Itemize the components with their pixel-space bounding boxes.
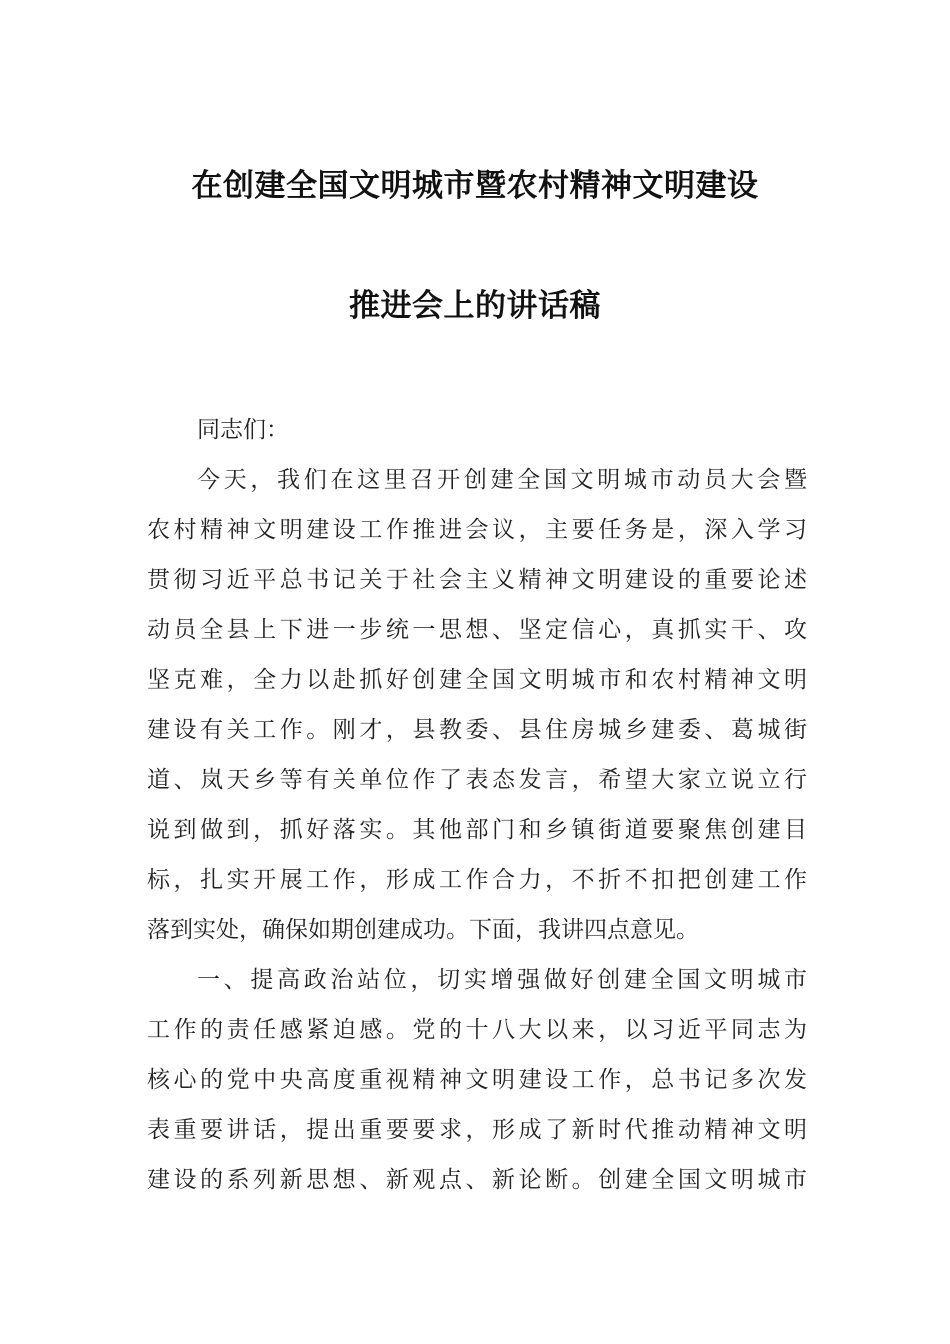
body-line: 落到实处，确保如期创建成功。下面，我讲四点意见。 — [147, 917, 699, 943]
body-line: 动员全县上下进一步统一思想、坚定信心，真抓实干、攻 — [147, 617, 807, 643]
body-line: 道、岚天乡等有关单位作了表态发言，希望大家立说立行 — [147, 767, 807, 793]
body-line: 一、提高政治站位，切实增强做好创建全国文明城市 — [197, 967, 807, 993]
body-line: 核心的党中央高度重视精神文明建设工作，总书记多次发 — [147, 1067, 807, 1093]
body-line: 标，扎实开展工作，形成工作合力，不折不扣把创建工作 — [147, 867, 807, 893]
document-title-line-2: 推进会上的讲话稿 — [349, 288, 601, 324]
body-line: 工作的责任感紧迫感。党的十八大以来，以习近平同志为 — [147, 1017, 807, 1043]
body-line: 建设有关工作。刚才，县教委、县住房城乡建委、葛城街 — [147, 717, 807, 743]
body-line: 贯彻习近平总书记关于社会主义精神文明建设的重要论述 — [147, 567, 807, 593]
body-line: 今天，我们在这里召开创建全国文明城市动员大会暨 — [197, 467, 807, 493]
body-line: 表重要讲话，提出重要要求，形成了新时代推动精神文明 — [147, 1117, 807, 1143]
body-line: 建设的系列新思想、新观点、新论断。创建全国文明城市 — [147, 1167, 807, 1193]
greeting: 同志们： — [197, 417, 289, 443]
body-line: 坚克难，全力以赴抓好创建全国文明城市和农村精神文明 — [147, 667, 807, 693]
body-line: 说到做到，抓好落实。其他部门和乡镇街道要聚焦创建目 — [147, 817, 807, 843]
body-line: 农村精神文明建设工作推进会议，主要任务是，深入学习 — [147, 517, 807, 543]
document-title-line-1: 在创建全国文明城市暨农村精神文明建设 — [191, 168, 759, 204]
